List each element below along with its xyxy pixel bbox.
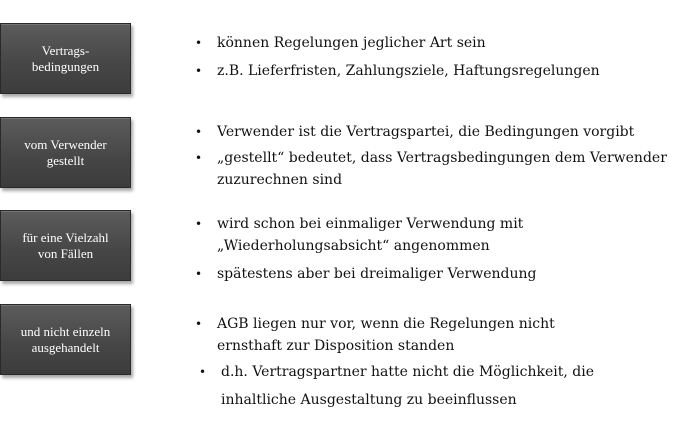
bullet-symbol: • [195,267,203,281]
bullet-text: „gestellt“ bedeutet, dass Vertragsbedingungen dem Verwender [217,150,667,166]
condition-box-nicht-einzeln-ausgehandelt [0,304,131,375]
bullet-symbol: • [195,125,203,139]
bullet-text-continued: zuzurechnen sind [217,172,343,188]
box-label-line: und nicht einzeln [20,323,111,339]
bullet-text: können Regelungen jeglicher Art sein [217,35,486,51]
bullet-text: d.h. Vertragspartner hatte nicht die Möglichkeit, die [221,364,595,380]
bullet-symbol: • [195,64,203,78]
bullet-item [195,313,590,357]
bullet-symbol: • [199,365,207,379]
bullet-symbol: • [195,36,203,50]
bullet-text: AGB liegen nur vor, wenn die Regelungen nicht [217,316,555,332]
box-label-line: für eine Vielzahl [22,229,109,245]
bullet-item [195,60,600,82]
bullet-symbol: • [195,217,203,231]
bullet-symbol: • [195,151,203,165]
bullet-text: wird schon bei einmaliger Verwendung mit [217,216,524,232]
bullet-list-vertragsbedingungen [195,32,600,82]
bullet-item [195,32,600,54]
bullet-item [195,121,667,143]
condition-box-vom-verwender-gestellt [0,117,131,188]
bullet-list-vom-verwender-gestellt [195,121,667,191]
box-label-line: bedingungen [31,58,100,74]
bullet-item [199,361,594,411]
box-label-line: vom Verwender [24,136,107,152]
condition-box-fuer-eine-vielzahl [0,210,131,281]
bullet-list-fuer-eine-vielzahl [195,213,537,285]
box-label-line: von Fällen [37,245,94,261]
bullet-text-continued: „Wiederholungsabsicht“ angenommen [217,238,490,254]
bullet-text-continued: inhaltliche Ausgestaltung zu beeinflussen [221,392,517,408]
bullet-symbol: • [195,317,203,331]
bullet-text-continued: ernsthaft zur Disposition standen [217,338,455,354]
condition-box-vertragsbedingungen [0,23,131,94]
bullet-text: Verwender ist die Vertragspartei, die Bedingungen vorgibt [217,124,635,140]
bullet-text: spätestens aber bei dreimaliger Verwendung [217,266,537,282]
box-label-line: Vertrags- [41,42,90,58]
bullet-item [195,147,667,191]
box-label-line: gestellt [46,152,85,168]
bullet-text: z.B. Lieferfristen, Zahlungsziele, Haftungsregelungen [217,63,600,79]
bullet-item [195,213,537,257]
box-label-line: ausgehandelt [31,339,100,355]
bullet-list-nicht-einzeln-ausgehandelt [195,313,595,411]
bullet-item [195,263,537,285]
